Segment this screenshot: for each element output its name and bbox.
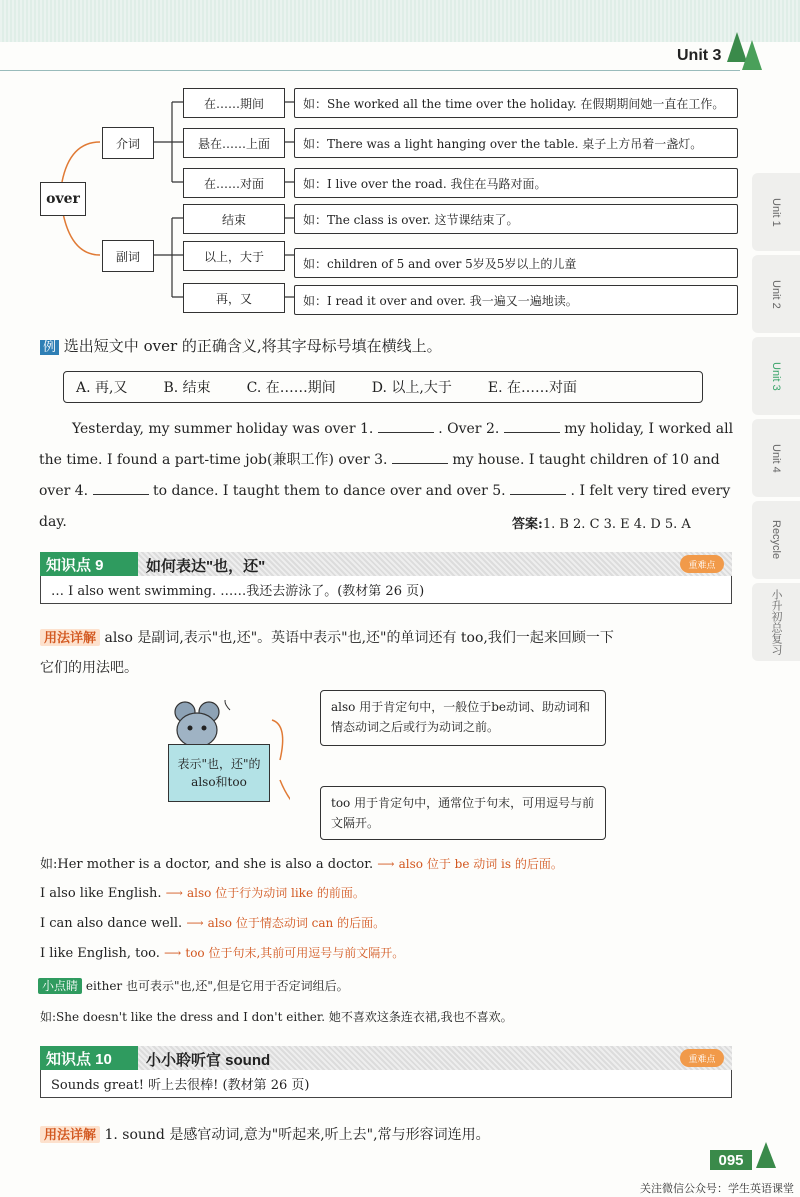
passage-text: the time. I found a part-time job(兼职工作) over 3. — [39, 452, 388, 468]
example-sentence: I can also dance well. — [40, 916, 183, 931]
side-tab-recycle[interactable]: Recycle — [752, 501, 800, 579]
arrow-icon: ⟶ — [377, 857, 395, 871]
arrow-icon: ⟶ — [165, 886, 183, 900]
option-a: A. 再,又 — [76, 380, 128, 396]
example-tag: 例 — [40, 340, 59, 355]
example-box: 如：There was a light hanging over the table. 桌子上方吊着一盏灯。 — [294, 128, 738, 158]
blank-3[interactable] — [392, 449, 448, 464]
blank-5[interactable] — [510, 480, 566, 495]
meaning-box: 结束 — [183, 204, 285, 234]
side-tab-review[interactable]: 小升初总复习 — [752, 583, 800, 661]
also-bubble: also 用于肯定句中，一般位于be动词、助动词和情态动词之后或行为动词之前。 — [320, 690, 606, 746]
tip-line — [38, 977, 349, 994]
k9-badge: 重难点 — [680, 555, 724, 573]
blank-4[interactable] — [93, 480, 149, 495]
passage-text: my house. I taught children of 10 and — [452, 452, 720, 468]
k9-tag: 知识点 9 — [40, 552, 138, 576]
example-sentence: I also like English. — [40, 886, 162, 901]
passage-text: to dance. I taught them to dance over and over 5. — [153, 483, 506, 499]
answers-line — [512, 513, 691, 532]
example-instruction: 选出短文中 over 的正确含义,将其字母标号填在横线上。 — [63, 337, 442, 355]
k10-header-bar — [40, 1046, 732, 1070]
k9-example-3 — [40, 914, 385, 931]
k9-example-1 — [40, 853, 563, 872]
meaning-box: 以上，大于 — [183, 241, 285, 271]
example-box: 如：I read it over and over. 我一遍又一遍地读。 — [294, 285, 738, 315]
blank-2[interactable] — [504, 418, 560, 433]
passage-line-2 — [39, 445, 720, 476]
passage-text: . Over 2. — [438, 421, 500, 437]
meaning-box: 在……对面 — [183, 168, 285, 198]
mindmap-adv: 副词 — [102, 240, 154, 272]
options-box — [63, 371, 703, 403]
tip-text: either 也可表示"也,还",但是它用于否定词组后。 — [85, 979, 349, 993]
k10-usage-text: 1. sound 是感官动词,意为"听起来,听上去",常与形容词连用。 — [104, 1127, 490, 1143]
example-note: too 位于句末,其前可用逗号与前文隔开。 — [185, 946, 405, 960]
k9-example-2 — [40, 884, 365, 901]
header-rule — [0, 70, 740, 71]
passage-text: over 4. — [39, 483, 89, 499]
passage-text: my holiday, I worked all — [564, 421, 734, 437]
k10-usage-tag: 用法详解 — [40, 1126, 100, 1143]
answer-label: 答案: — [512, 517, 543, 532]
tree-icon — [742, 40, 762, 70]
tip-example: 如:She doesn't like the dress and I don't either. 她不喜欢这条连衣裙,我也不喜欢。 — [40, 1010, 513, 1024]
k9-usage-line — [40, 627, 614, 647]
option-e: E. 在……对面 — [487, 380, 577, 396]
passage-line-1 — [72, 414, 733, 445]
k10-usage-line — [40, 1124, 490, 1144]
k10-tag: 知识点 10 — [40, 1046, 138, 1070]
example-box: 如：I live over the road. 我住在马路对面。 — [294, 168, 738, 198]
too-bubble: too 用于肯定句中，通常位于句末，可用逗号与前文隔开。 — [320, 786, 606, 840]
blank-1[interactable] — [378, 418, 434, 433]
k10-badge: 重难点 — [680, 1049, 724, 1067]
passage-last-word: day. — [39, 514, 67, 530]
example-box: 如：children of 5 and over 5岁及5岁以上的儿童 — [294, 248, 738, 278]
passage-text: Yesterday, my summer holiday was over 1. — [72, 421, 374, 437]
k10-sentence: Sounds great! 听上去很棒! (教材第 26 页) — [40, 1070, 732, 1098]
also-too-label: 表示"也，还"的also和too — [168, 744, 270, 802]
tree-icon — [756, 1142, 776, 1168]
passage-line-3 — [39, 476, 730, 507]
example-note: also 位于 be 动词 is 的后面。 — [398, 857, 563, 871]
meaning-box: 再，又 — [183, 283, 285, 313]
k9-sentence: … I also went swimming. ……我还去游泳了。(教材第 26 页) — [40, 576, 732, 604]
example-sentence: I like English, too. — [40, 946, 160, 961]
option-b: B. 结束 — [163, 380, 211, 396]
meaning-box: 悬在……上面 — [183, 128, 285, 158]
k9-title: 如何表达"也，还" — [146, 558, 266, 575]
k9-usage-text2: 它们的用法吧。 — [40, 660, 138, 676]
side-tab-unit2[interactable]: Unit 2 — [752, 255, 800, 333]
example-instruction-line — [40, 335, 442, 356]
example-sentence: 如:Her mother is a doctor, and she is also a doctor. — [40, 857, 374, 872]
k9-header-bar — [40, 552, 732, 576]
k10-title: 小小聆听官 sound — [146, 1052, 271, 1069]
option-d: D. 以上,大于 — [371, 380, 452, 396]
example-box: 如：The class is over. 这节课结束了。 — [294, 204, 738, 234]
top-band — [0, 0, 800, 42]
k9-example-4 — [40, 944, 404, 961]
side-tab-unit4[interactable]: Unit 4 — [752, 419, 800, 497]
meaning-box: 在……期间 — [183, 88, 285, 118]
side-tab-unit3[interactable]: Unit 3 — [752, 337, 800, 415]
mindmap-prep: 介词 — [102, 127, 154, 159]
unit-title: Unit 3 — [677, 47, 722, 64]
example-note: also 位于情态动词 can 的后面。 — [207, 916, 386, 930]
answers: 1. B 2. C 3. E 4. D 5. A — [542, 517, 691, 532]
k9-usage-text: also 是副词,表示"也,还"。英语中表示"也,还"的单词还有 too,我们一起来回顾一下 — [104, 630, 614, 646]
arrow-icon: ⟶ — [164, 946, 182, 960]
footer-credit: 关注微信公众号：学生英语课堂 — [640, 1183, 794, 1195]
k9-usage-tag: 用法详解 — [40, 629, 100, 646]
page-number: 095 — [710, 1150, 752, 1170]
mindmap-root: over — [40, 182, 86, 216]
passage-text: . I felt very tired every — [570, 483, 731, 499]
side-tab-unit1[interactable]: Unit 1 — [752, 173, 800, 251]
example-box: 如：She worked all the time over the holiday. 在假期期间她一直在工作。 — [294, 88, 738, 118]
option-c: C. 在……期间 — [246, 380, 336, 396]
example-note: also 位于行为动词 like 的前面。 — [187, 886, 365, 900]
arrow-icon: ⟶ — [186, 916, 204, 930]
tip-tag: 小点睛 — [38, 978, 82, 994]
